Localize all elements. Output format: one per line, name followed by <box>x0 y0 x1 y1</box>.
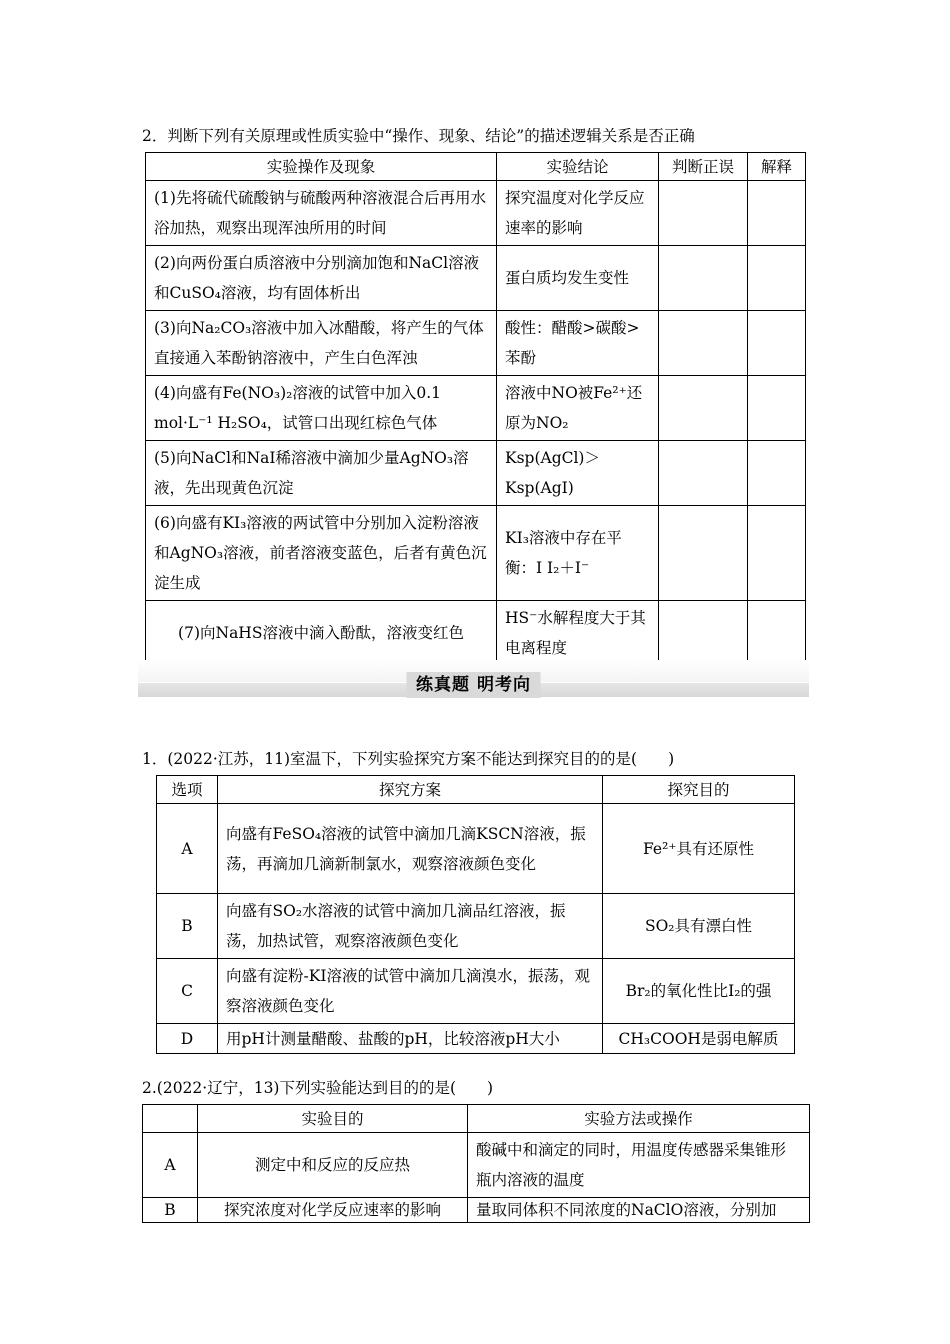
header-operation: 实验操作及现象 <box>146 153 497 181</box>
plan-cell: 向盛有淀粉-KI溶液的试管中滴加几滴溴水，振荡，观察溶液颜色变化 <box>218 959 603 1024</box>
header-goal: 实验目的 <box>198 1105 468 1133</box>
option-label: B <box>157 894 218 959</box>
table-row <box>146 376 806 441</box>
option-label: A <box>157 804 218 894</box>
goal-cell: Br₂的氧化性比I₂的强 <box>603 959 795 1024</box>
operation-cell: (4)向盛有Fe(NO₃)₂溶液的试管中加入0.1 mol·L⁻¹ H₂SO₄，试管口出现红棕色气体 <box>146 376 497 441</box>
table-row <box>146 181 806 246</box>
goal-cell: 探究浓度对化学反应速率的影响 <box>198 1198 468 1223</box>
header-option: 选项 <box>157 776 218 804</box>
conclusion-cell: 溶液中NO被Fe²⁺还原为NO₂ <box>497 376 659 441</box>
conclusion-cell: KI₃溶液中存在平衡：I I₂＋I⁻ <box>497 506 659 601</box>
table-row <box>157 804 795 894</box>
explanation-cell <box>748 441 806 506</box>
question-1-title: 1．(2022·江苏，11)室温下，下列实验探究方案不能达到探究目的的是( ) <box>142 750 675 768</box>
header-goal: 探究目的 <box>603 776 795 804</box>
header-conclusion: 实验结论 <box>497 153 659 181</box>
table-row <box>146 441 806 506</box>
operation-cell: (6)向盛有KI₃溶液的两试管中分别加入淀粉溶液和AgNO₃溶液，前者溶液变蓝色，后者有黄色沉淀生成 <box>146 506 497 601</box>
q2-options-table <box>142 1104 810 1223</box>
question-2-title: 2．判断下列有关原理或性质实验中“操作、现象、结论”的描述逻辑关系是否正确 <box>142 127 695 145</box>
explanation-cell <box>748 506 806 601</box>
conclusion-cell: 蛋白质均发生变性 <box>497 246 659 311</box>
explanation-cell <box>748 376 806 441</box>
conclusion-cell: HS⁻水解程度大于其电离程度 <box>497 601 659 666</box>
table-row <box>143 1198 810 1223</box>
plan-cell: 向盛有SO₂水溶液的试管中滴加几滴品红溶液，振荡，加热试管，观察溶液颜色变化 <box>218 894 603 959</box>
table-header-row <box>157 776 795 804</box>
option-label: D <box>157 1024 218 1054</box>
plan-cell: 用pH计测量醋酸、盐酸的pH，比较溶液pH大小 <box>218 1024 603 1054</box>
question-2022-liaoning-title: 2.(2022·辽宁，13)下列实验能达到目的的是( ) <box>142 1079 494 1097</box>
option-label: C <box>157 959 218 1024</box>
table-row <box>157 1024 795 1054</box>
header-explanation: 解释 <box>748 153 806 181</box>
operation-cell: (7)向NaHS溶液中滴入酚酞，溶液变红色 <box>146 601 497 666</box>
conclusion-cell: Ksp(AgCl)＞Ksp(AgI) <box>497 441 659 506</box>
judgment-cell <box>659 506 748 601</box>
table-row <box>146 601 806 666</box>
table-row <box>157 959 795 1024</box>
option-label: B <box>143 1198 198 1223</box>
judgment-cell <box>659 441 748 506</box>
option-label: A <box>143 1133 198 1198</box>
goal-cell: 测定中和反应的反应热 <box>198 1133 468 1198</box>
table-row <box>143 1133 810 1198</box>
header-method: 实验方法或操作 <box>468 1105 810 1133</box>
judgment-cell <box>659 376 748 441</box>
conclusion-cell: 探究温度对化学反应速率的影响 <box>497 181 659 246</box>
table-row <box>146 246 806 311</box>
explanation-cell <box>748 181 806 246</box>
method-cell: 量取同体积不同浓度的NaClO溶液，分别加 <box>468 1198 810 1223</box>
explanation-cell <box>748 601 806 666</box>
method-cell: 酸碱中和滴定的同时，用温度传感器采集锥形瓶内溶液的温度 <box>468 1133 810 1198</box>
explanation-cell <box>748 246 806 311</box>
header-judgment: 判断正误 <box>659 153 748 181</box>
explanation-cell <box>748 311 806 376</box>
judgment-cell <box>659 181 748 246</box>
operation-cell: (1)先将硫代硫酸钠与硫酸两种溶液混合后再用水浴加热，观察出现浑浊所用的时间 <box>146 181 497 246</box>
table-row <box>146 311 806 376</box>
table-header-row <box>143 1105 810 1133</box>
judgment-cell <box>659 246 748 311</box>
header-blank <box>143 1105 198 1133</box>
plan-cell: 向盛有FeSO₄溶液的试管中滴加几滴KSCN溶液，振荡，再滴加几滴新制氯水，观察溶液颜色变化 <box>218 804 603 894</box>
header-plan: 探究方案 <box>218 776 603 804</box>
operation-cell: (3)向Na₂CO₃溶液中加入冰醋酸，将产生的气体直接通入苯酚钠溶液中，产生白色浑浊 <box>146 311 497 376</box>
judgment-cell <box>659 311 748 376</box>
table-header-row <box>146 153 806 181</box>
table-row <box>157 894 795 959</box>
section-banner <box>138 660 809 700</box>
banner-title: 练真题 明考向 <box>406 672 541 698</box>
goal-cell: SO₂具有漂白性 <box>603 894 795 959</box>
table-row <box>146 506 806 601</box>
goal-cell: CH₃COOH是弱电解质 <box>603 1024 795 1054</box>
q1-options-table <box>156 775 795 1054</box>
judgment-cell <box>659 601 748 666</box>
goal-cell: Fe²⁺具有还原性 <box>603 804 795 894</box>
operation-cell: (5)向NaCl和NaI稀溶液中滴加少量AgNO₃溶液，先出现黄色沉淀 <box>146 441 497 506</box>
conclusion-cell: 酸性：醋酸>碳酸>苯酚 <box>497 311 659 376</box>
judgment-table <box>145 152 806 666</box>
operation-cell: (2)向两份蛋白质溶液中分别滴加饱和NaCl溶液和CuSO₄溶液，均有固体析出 <box>146 246 497 311</box>
